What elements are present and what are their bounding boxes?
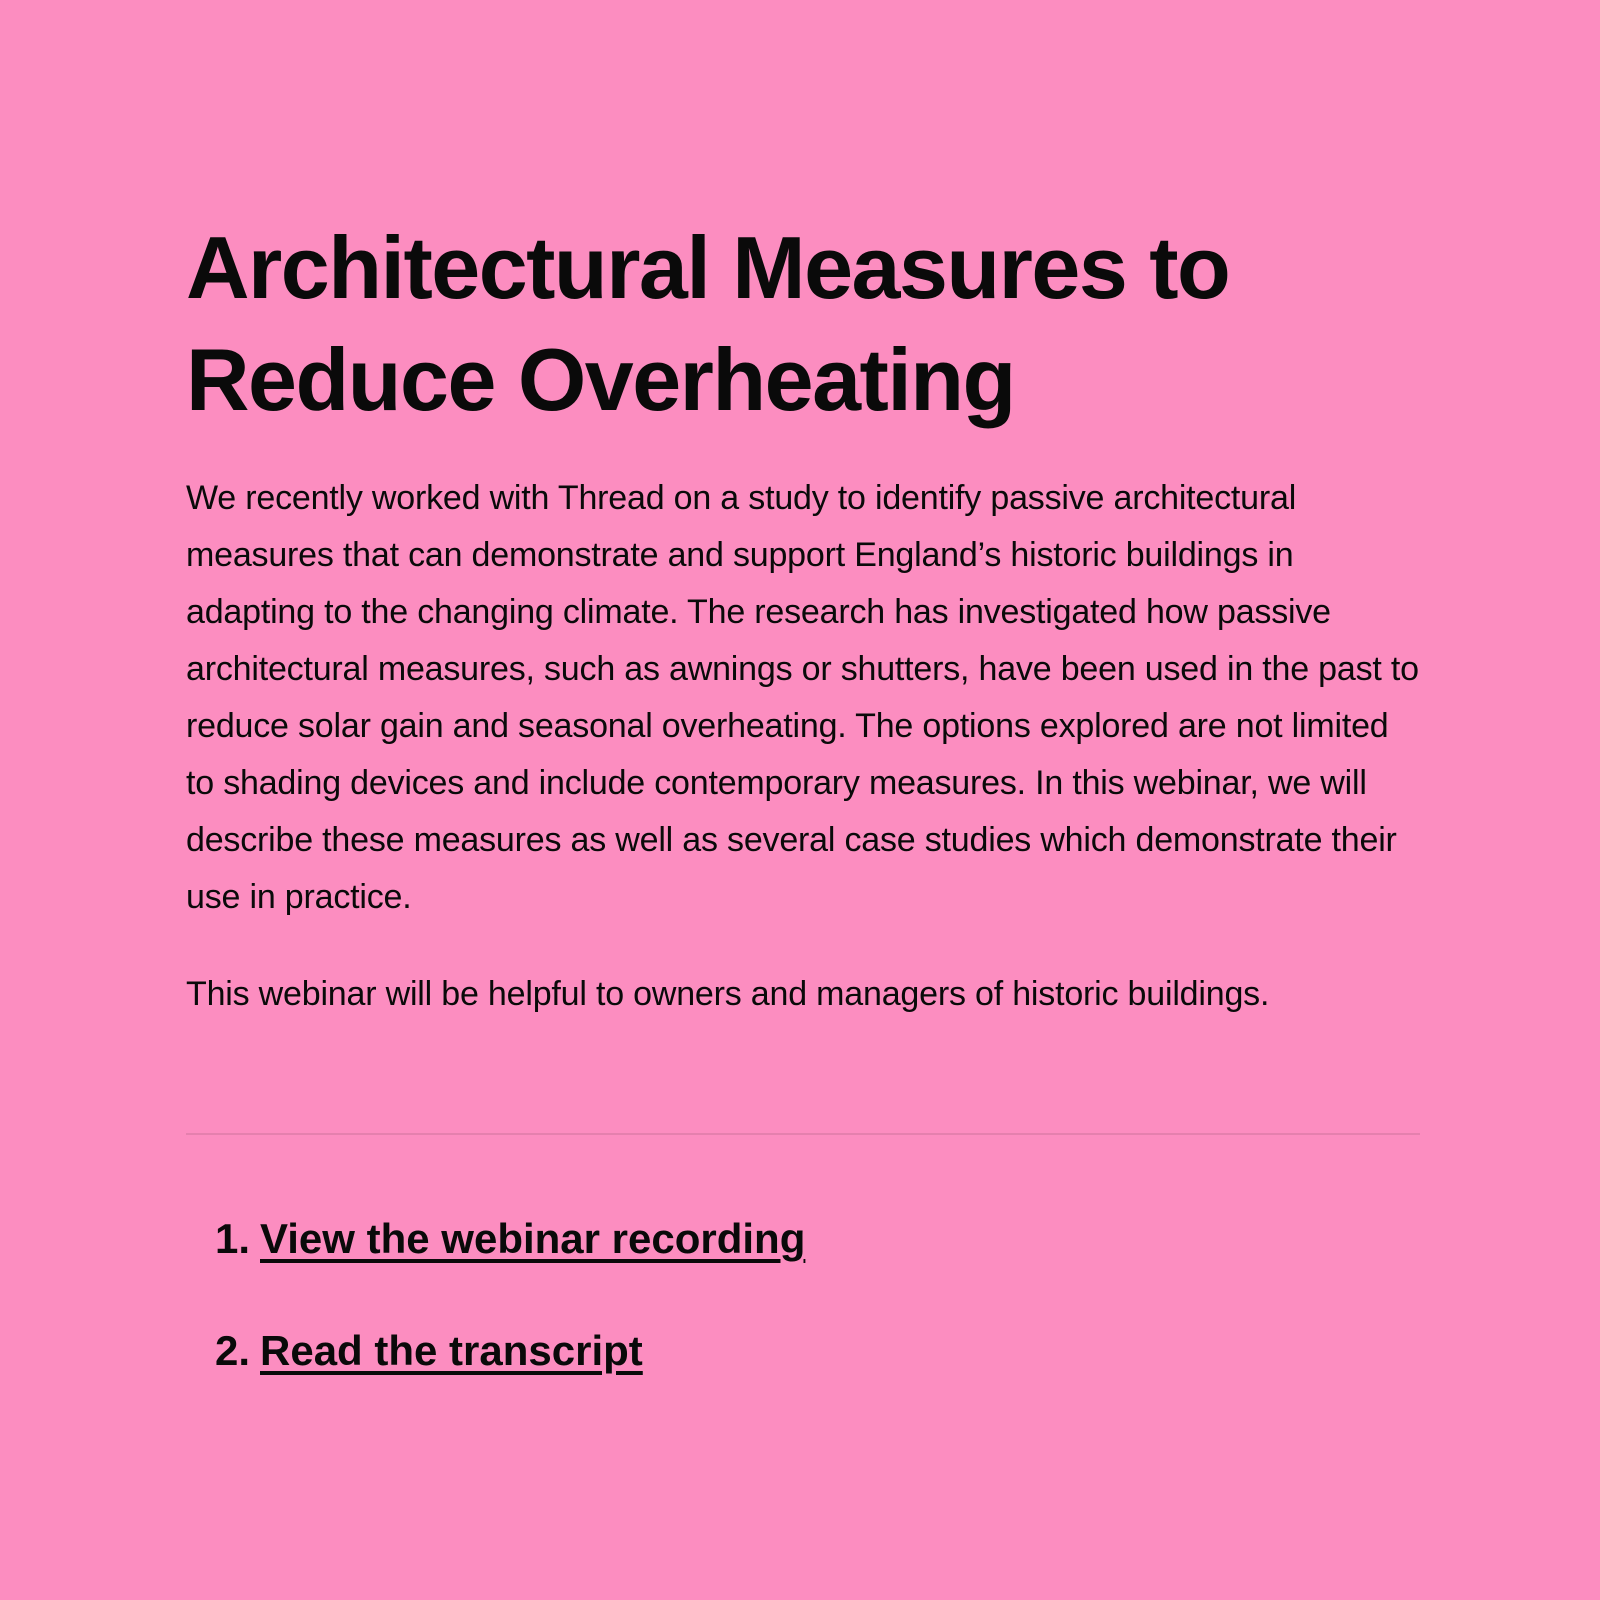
audience-paragraph: This webinar will be helpful to owners and managers of historic buildings. (186, 975, 1270, 1013)
list-item (186, 1211, 1420, 1267)
section-divider (186, 1133, 1420, 1135)
list-item (186, 1323, 1420, 1379)
read-transcript-link[interactable]: Read the transcript (260, 1327, 643, 1374)
list-item-number: 1. (215, 1215, 251, 1262)
webinar-links-list (186, 1211, 1420, 1379)
page-title: Architectural Measures to Reduce Overheating (186, 218, 1230, 429)
intro-paragraph: We recently worked with Thread on a study to identify passive architectural measures that can demonstrate and support England’s historic buildings in adapting to the changing climate. The research has investigated how passive architectural measures, such as awnings or shutters, have been used in the past to reduce solar gain and seasonal overheating. The options explored are not limited to shading devices and include contemporary measures. In this webinar, we will describe these measures as well as several case studies which demonstrate their use in practice. (186, 479, 1419, 916)
view-webinar-recording-link[interactable]: View the webinar recording (260, 1215, 806, 1262)
list-item-number: 2. (215, 1327, 251, 1374)
article-content (186, 0, 1420, 1379)
